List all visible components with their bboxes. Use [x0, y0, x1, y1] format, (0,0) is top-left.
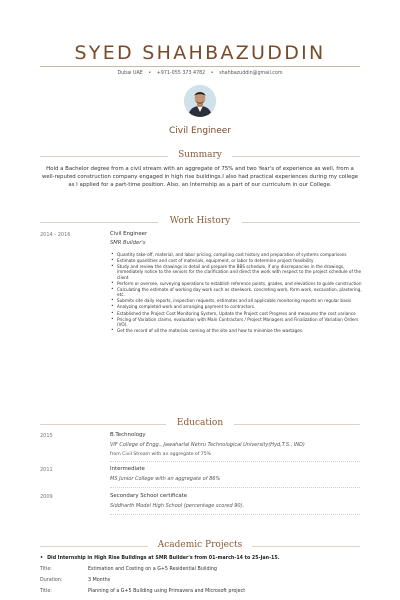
project-field-value: Estimation and Costing on a G+5 Residential Building — [88, 567, 217, 572]
header-divider — [40, 66, 360, 67]
education-school: MS Junior College with an aggregate of 86% — [110, 476, 221, 482]
list-item: • Established the Project Cost Monitoring System, Update the Project cost Progress and measures the cost variance — [110, 311, 362, 316]
education-year: 2009 — [40, 494, 53, 500]
education-degree: Intermediate — [110, 466, 145, 472]
list-item: • Submits site daily reports, inspection requests, estimates and all applicable monitoring reports on regular basis — [110, 298, 362, 303]
summary-text: Hold a Bachelor degree from a civil stream with an aggregate of 75% and two Year's of experience as well, from a well-reputed construction company engaged in high rise buildings.I also had practical experiences during my college as I applied for a part-time position. Also, an Internship as a part of our curriculum in our College. — [41, 166, 359, 189]
projects-headline: • Did Internship in High Rise Buildings at SMR Builder's from 01-march-14 to 25-Jan-15. — [40, 556, 280, 561]
section-divider — [242, 222, 360, 223]
project-field-label: Title: — [40, 567, 52, 572]
education-detail: from Civil Stream with an aggregate of 75% — [110, 452, 212, 457]
section-divider — [232, 156, 360, 157]
list-item: • Pricing of Variation claims, evaluation with Main Contractors / Project Managers and Finalization of Variation Orders (VO). — [110, 317, 362, 328]
list-item: • Analyzing completed work and arranging payment to contractors. — [110, 304, 362, 309]
job-company: SMR Builder's — [110, 240, 146, 246]
list-item: • Quantity take-off, material, and labor pricing, compiling cost history and preparation of systems comparisons — [110, 252, 362, 257]
project-field-value: 3 Months — [88, 578, 111, 583]
list-item: • Study and review the drawings in detail and prepare the BBS schedule, if any discrepancies in the drawings, immediately notice to the seniors for the clarification and direct the work with respect to the project schedule of the client — [110, 264, 362, 280]
job-role: Civil Engineer — [110, 231, 148, 237]
phone-text: +971-055 373 4782 — [156, 71, 206, 76]
entry-divider — [110, 487, 360, 488]
entry-divider — [110, 461, 360, 462]
profile-photo — [184, 85, 216, 117]
location-text: Dubai UAE — [117, 71, 143, 76]
candidate-name: SYED SHAHBAZUDDIN — [74, 42, 326, 64]
projects-heading: Academic Projects — [157, 540, 243, 550]
education-school: VIF College of Engg., Jawaharlal Nehru Technological University(Hyd,T.S., IND) — [110, 442, 305, 448]
education-year: 2011 — [40, 467, 53, 473]
contact-separator: • — [148, 71, 152, 76]
project-field-label: Duration: — [40, 578, 63, 583]
education-degree: B.Technology — [110, 432, 146, 438]
list-item: • Calculating the estimate of working day work such as steelwork, concreting work, form work, excavation, plastering, etc. — [110, 287, 362, 298]
job-dates: 2014 - 2016 — [40, 232, 71, 238]
education-year: 2015 — [40, 433, 53, 439]
contact-line — [0, 71, 400, 76]
summary-heading: Summary — [178, 150, 222, 160]
job-duties-list — [110, 252, 362, 334]
list-item: • Get the record of all the materials coming at the site and how to minimize the wastages. — [110, 328, 362, 333]
project-field-value: Planning of a G+5 Building using Primavera and Microsoft project — [88, 589, 246, 594]
job-title: Civil Engineer — [168, 126, 232, 136]
entry-divider — [110, 514, 360, 515]
section-divider — [252, 546, 360, 547]
list-item: • Estimate quantities and cost of materials, equipment, or labor to determine project feasibility — [110, 258, 362, 263]
list-item: • Perform or oversee, surveying operations to establish reference points, grades, and elevations to guide construction — [110, 281, 362, 286]
section-divider — [234, 424, 360, 425]
contact-separator: • — [210, 71, 214, 76]
project-field-label: Title: — [40, 589, 52, 594]
work-history-heading: Work History — [169, 216, 231, 226]
education-heading: Education — [176, 418, 224, 428]
email-link[interactable]: shahbazuddin@gmail.com — [219, 71, 283, 76]
profile-photo-image — [184, 85, 216, 117]
education-degree: Secondary School certificate — [110, 493, 188, 499]
education-school: Siddharth Model High School (percentage scored 90). — [110, 503, 245, 509]
